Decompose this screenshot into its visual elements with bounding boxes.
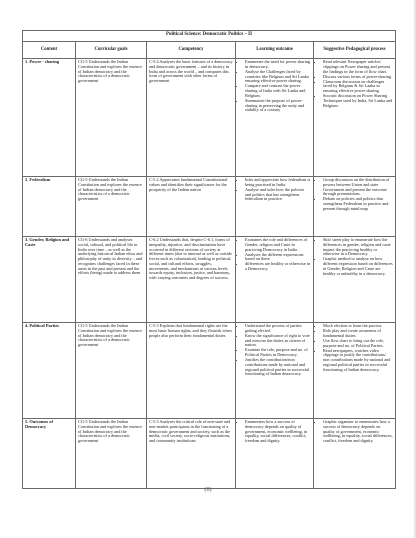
pedagogy-cell (314, 323, 396, 419)
learning-outcome-cell (236, 237, 314, 323)
competency-cell: C-5.4 Analyses the basic features of a democracy and democratic government – and its history in India and across the world – and compares this form of government with other forms of government (147, 59, 236, 177)
list-item: • Know the significance of right to vote and exercise the duties as citizen of nation. (245, 334, 311, 348)
content-cell: 1. Power - sharing (23, 59, 76, 177)
table-row (23, 419, 396, 489)
table-row (23, 237, 396, 323)
list-item: • Graphic method to analyse on how different expression based on differences in Gender, Religion and Caste are healthy or unhealthy in a democracy. (323, 257, 393, 276)
bullet-list (238, 60, 311, 113)
list-item: • Analyse and infer how the policies and politics that has strengthens federalism in practice. (245, 188, 311, 202)
header-curricular-goals: Curricular goals (76, 42, 147, 59)
list-item: • Enumerates how a success of democracy depends on quality of government, economic wellbeing, in equality, social differences, conflict, freedom and dignity. (245, 420, 311, 444)
list-item: • Summarize the purpose of power-sharing in preserving the unity and stability of a country (245, 99, 311, 113)
list-item: • Enumerate the need for power sharing in democracy. (245, 60, 311, 70)
learning-outcome-cell (236, 177, 314, 237)
content-cell: 4. Political Parties (23, 323, 76, 419)
list-item: • Skit/ street play to enumerate how the differences in gender, religion and caste impact the practicing healthy or otherwise in a Democracy. (323, 238, 393, 257)
bullet-list (238, 178, 311, 202)
table-row (23, 323, 396, 419)
list-item: • Analyse the Challenges faced by countries like Belgium and Sri Lanka ensuring effective power sharing. (245, 70, 311, 84)
header-content: Content (23, 42, 76, 59)
curricular-goals-cell: CG-6 Understands and analyses social, cultural, and political life in India over time – as well as the underlying historical Indian ethos and philosophy of unity in diversity – and recognises challenges faced in these areas in the past and present and the efforts (being) made to address them (76, 237, 147, 323)
list-item: • Infer and appreciate how federalism is being practised in India. (245, 178, 311, 188)
curricular-goals-cell: CG-5 Understands the Indian Constitution and explores the essence of Indian democracy and the characteristics of a democratic government (76, 177, 147, 237)
header-pedagogical-process: Suggestive Pedagogical process (314, 42, 396, 59)
learning-outcome-cell (236, 323, 314, 419)
pedagogy-cell (314, 237, 396, 323)
bullet-list (238, 238, 311, 272)
pedagogy-cell (314, 59, 396, 177)
content-cell: 5. Outcomes of Democracy (23, 419, 76, 489)
content-cell: 3. Gender, Religion and Caste (23, 237, 76, 323)
bullet-list (238, 324, 311, 377)
list-item: • Examines the role and differences of Gender, religion and Caste in practicing Democracy in India. (245, 238, 311, 252)
list-item: • Read newspapers, watches video clippings to justify the contributions/ non contributions made by national and regional political parties in successful functioning of Indian democracy. (323, 349, 393, 373)
list-item: • Understand the process of parties getting elected. (245, 324, 311, 334)
list-item: • Debate on policies and politics that strengthens Federalism in practice and present through mind map (323, 197, 393, 211)
list-item: • Compare and contrast the power sharing of India with Sri Lanka and Belgium. (245, 84, 311, 98)
competency-cell: C-5.3 Explains that fundamental rights are the most basic human rights, and they flourish when people also perform their fundamental duties (147, 323, 236, 419)
curriculum-table (22, 30, 396, 489)
list-item: • Discuss various forms of power-sharing. (323, 75, 393, 80)
bullet-list (316, 324, 393, 372)
pedagogy-cell (314, 177, 396, 237)
bullet-list (316, 420, 393, 444)
header-competency: Competency (147, 42, 236, 59)
list-item: • Examine the role, purpose and no. of Political Parties in Democracy. (245, 348, 311, 358)
learning-outcome-cell (236, 59, 314, 177)
list-item: • Read relevant Newspaper articles/ clippings on Power sharing and present the findings in the form of flow chart. (323, 60, 393, 74)
curricular-goals-cell: CG-5 Understands the Indian Constitution and explores the essence of Indian democracy and the characteristics of a democratic government (76, 59, 147, 177)
list-item: • Group discussion on the distribution of powers between Union and state Government and present the outcome through presentations. (323, 178, 393, 197)
content-cell: 2. Federalism (23, 177, 76, 237)
competency-cell: C-5.5 Analyses the critical role of non-state and non-market participants in the functioning of a democratic government and society, such as the media, civil society, socio-religious institutions, and community institutions. (147, 419, 236, 489)
list-item: • Classroom discussion on challenges faced by Belgium & Sri Lanka in ensuring effective power sharing. (323, 80, 393, 94)
bullet-list (316, 60, 393, 108)
list-item: • Justifies the contribution/non contributions made by national and regional political parties in successful functioning of Indian democracy. (245, 358, 311, 377)
list-item: • Analyses the different expressions based on these (245, 253, 311, 263)
learning-outcome-cell (236, 419, 314, 489)
bullet-list (238, 420, 311, 444)
pedagogy-cell (314, 419, 396, 489)
table-title: Political Science: Democratic Politics – II (23, 31, 396, 42)
table-row (23, 177, 396, 237)
page-number: (8) (204, 486, 212, 493)
competency-cell: C-6.2 Understands that, despite C-6.1, forms of inequality, injustice, and discrimination have occurred in different sections of society at different times (due to internal as well as outside forces such as colonisation), leading to political, social, and cultural efforts, struggles, movements, and mechanisms at various levels towards equity, inclusion, justice, and harmony, with varying outcomes and degrees of success. (147, 237, 236, 323)
list-item: • Graphic organizer to enumerates how a success of democracy depends on quality of government, economic wellbeing, in equality, social differences, conflict, freedom and dignity. (323, 420, 393, 444)
bullet-list (316, 238, 393, 276)
list-item: • differences are healthy or otherwise in a Democracy. (245, 262, 311, 272)
competency-cell: C-5.2 Appreciates fundamental Constitutional values and identifies their significance for the prosperity of the Indian nation (147, 177, 236, 237)
curricular-goals-cell: CG-5 Understands the Indian Constitution and explores the essence of Indian democracy and the characteristics of a democratic government (76, 419, 147, 489)
list-item: • Mock election to learn the process. (323, 324, 393, 329)
list-item: • Socratic discussion on Power Sharing Techniques used by India, Sri Lanka and Belgium. (323, 94, 393, 108)
list-item: • Role play and create awareness of fundamental duties. (323, 329, 393, 339)
table-row (23, 59, 396, 177)
curricular-goals-cell: CG-5 Understands the Indian Constitution and explores the essence of Indian democracy and the characteristics of a democratic government (76, 323, 147, 419)
list-item: • Use flow chart to bring out the role, purpose and no. of Political Parties. (323, 339, 393, 349)
header-learning-outcome: Learning outcome (236, 42, 314, 59)
bullet-list (316, 178, 393, 212)
